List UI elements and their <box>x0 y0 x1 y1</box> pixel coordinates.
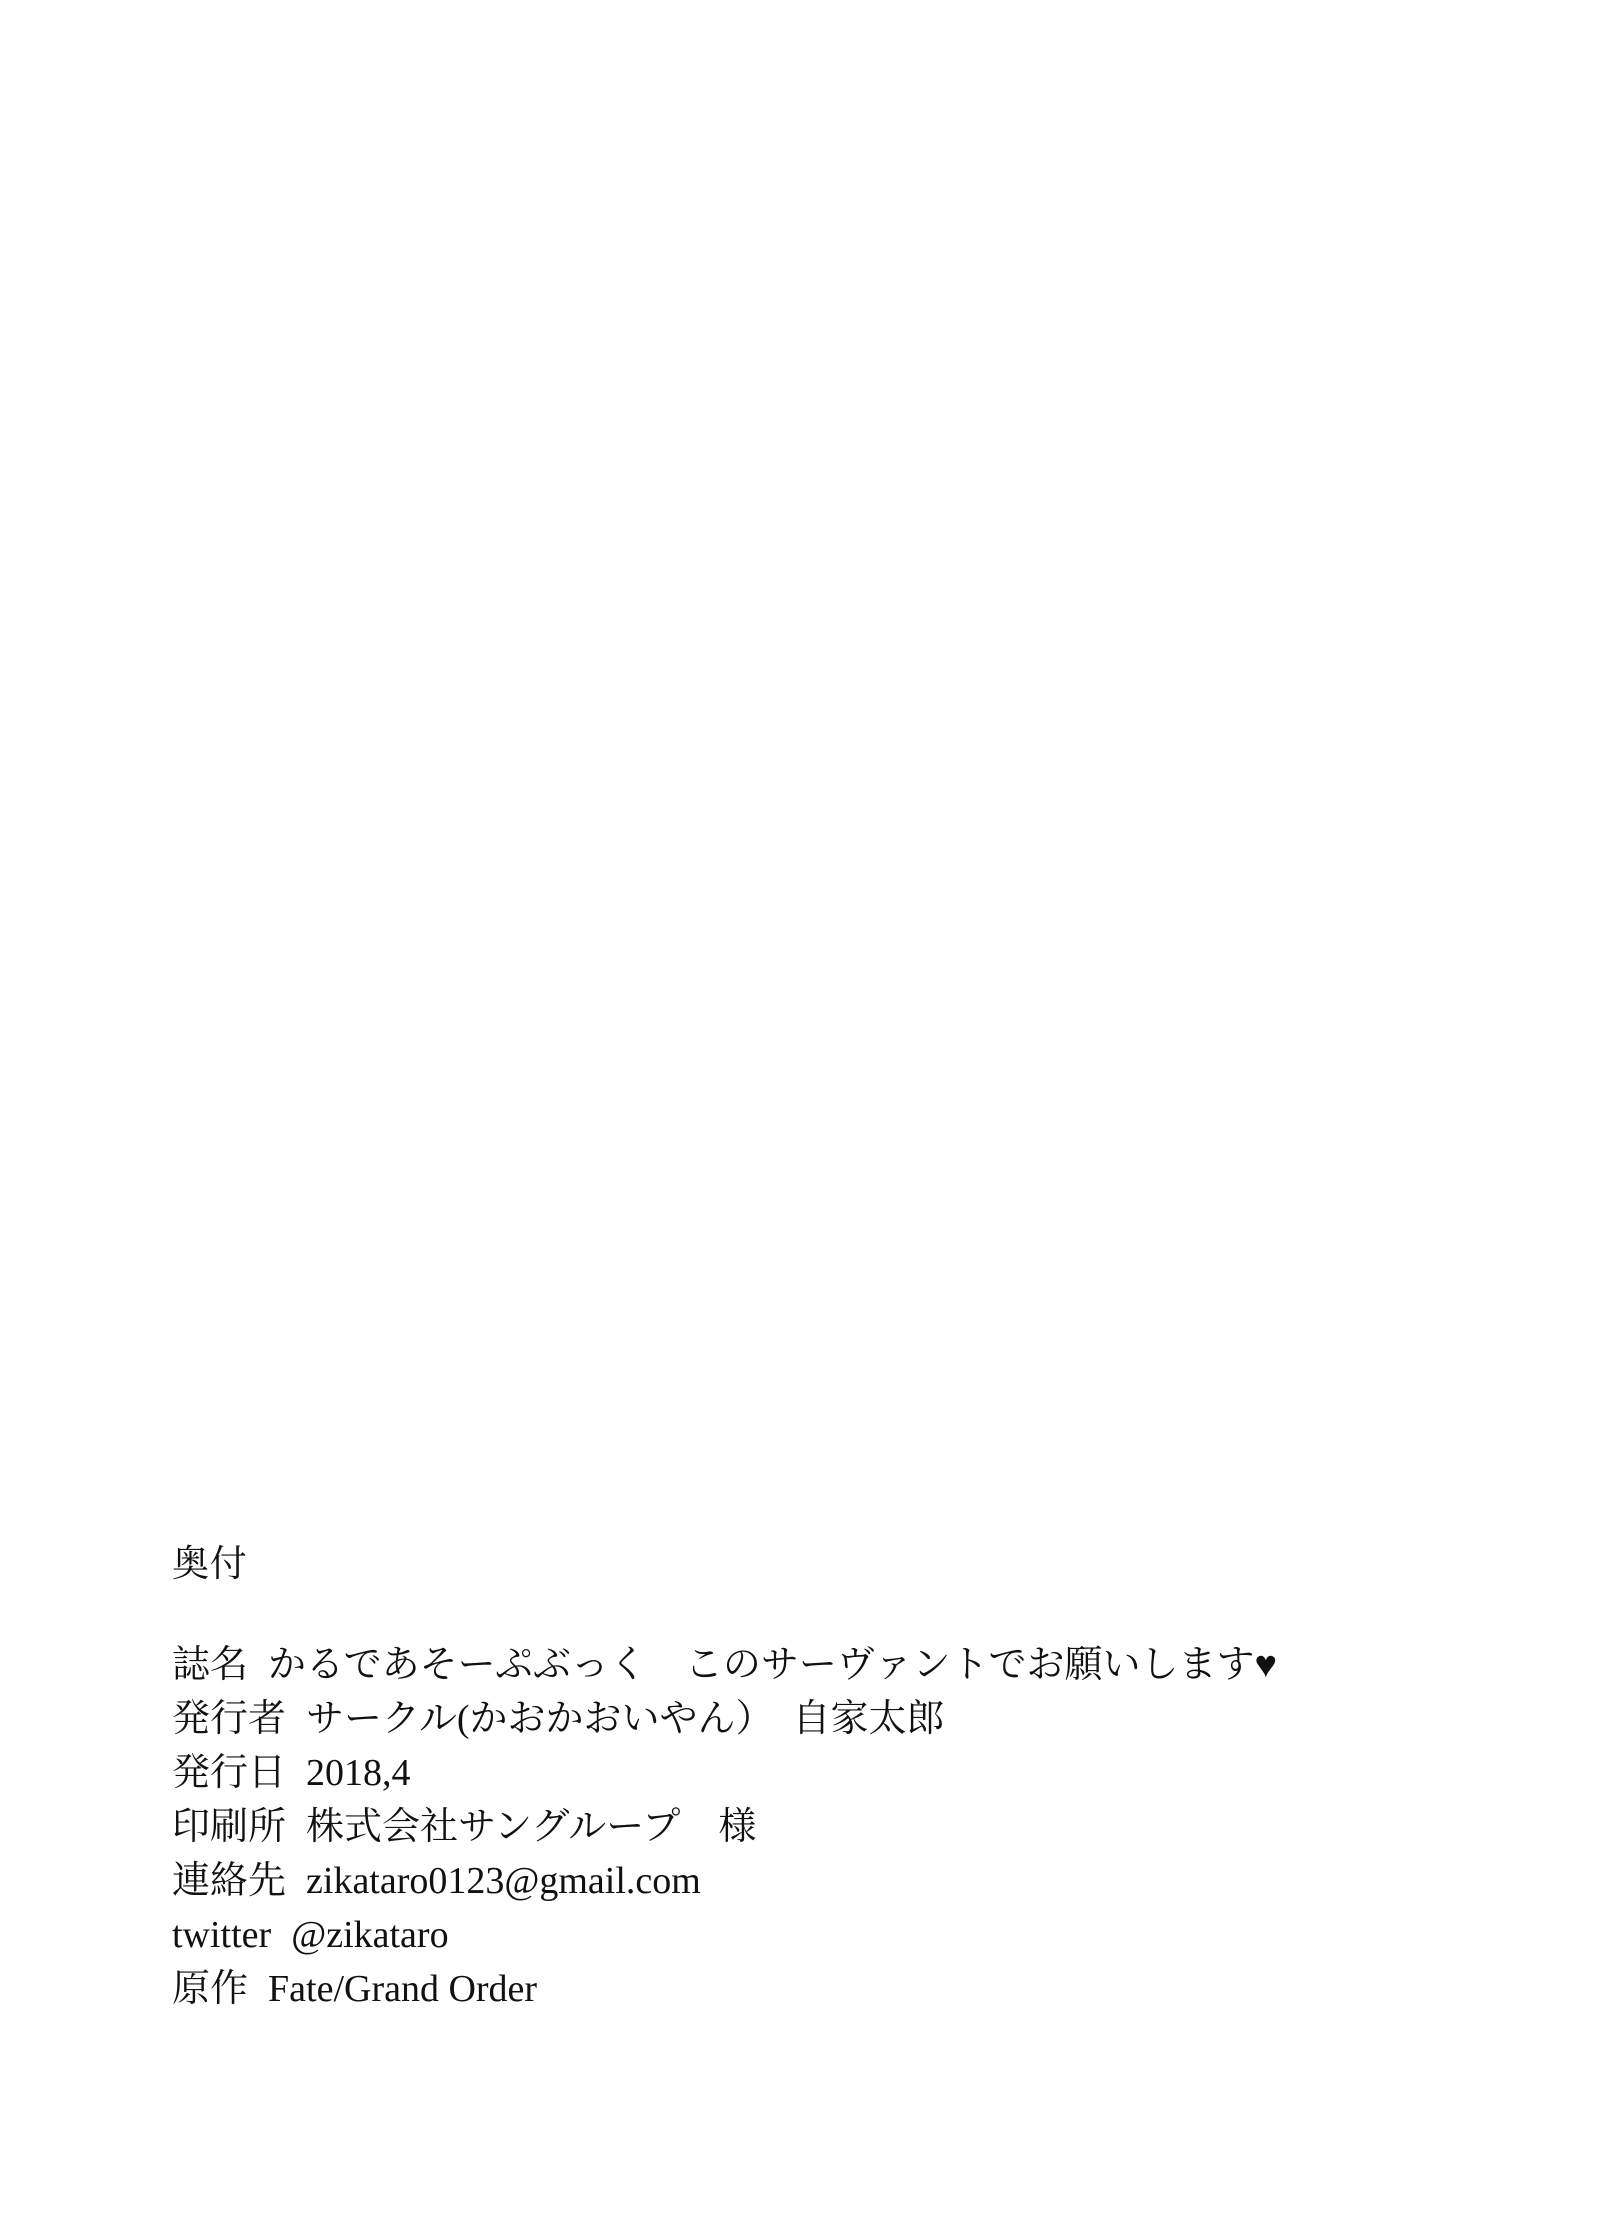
colophon-value-date: 2018,4 <box>306 1752 411 1795</box>
colophon-value-publisher: サークル(かおかおいやん） 自家太郎 <box>306 1698 945 1741</box>
colophon-row-date <box>172 1747 1432 1801</box>
colophon-row-original-work <box>172 1963 1432 2017</box>
colophon-label-publisher: 発行者 <box>172 1698 287 1741</box>
colophon-value-twitter: @zikataro <box>291 1914 449 1957</box>
colophon-row-publisher <box>172 1693 1432 1747</box>
colophon-block <box>172 1543 1432 2017</box>
colophon-list <box>172 1639 1432 2017</box>
colophon-row-printer <box>172 1801 1432 1855</box>
colophon-label-title: 誌名 <box>172 1644 249 1687</box>
colophon-value-contact: zikataro0123@gmail.com <box>306 1860 701 1903</box>
colophon-label-printer: 印刷所 <box>172 1806 287 1849</box>
colophon-row-title <box>172 1639 1432 1693</box>
colophon-row-twitter <box>172 1909 1432 1963</box>
colophon-heading: 奥付 <box>172 1544 248 1585</box>
colophon-label-twitter: twitter <box>172 1914 272 1957</box>
colophon-value-printer: 株式会社サングループ 様 <box>306 1806 757 1849</box>
colophon-row-contact <box>172 1855 1432 1909</box>
colophon-value-title: かるであそーぷぶっく このサーヴァントでお願いします <box>268 1644 1255 1687</box>
colophon-value-original-work: Fate/Grand Order <box>268 1968 538 2011</box>
heart-icon: ♥ <box>1254 1644 1278 1687</box>
colophon-label-contact: 連絡先 <box>172 1860 287 1903</box>
colophon-label-original-work: 原作 <box>172 1968 249 2011</box>
colophon-label-date: 発行日 <box>172 1752 287 1795</box>
